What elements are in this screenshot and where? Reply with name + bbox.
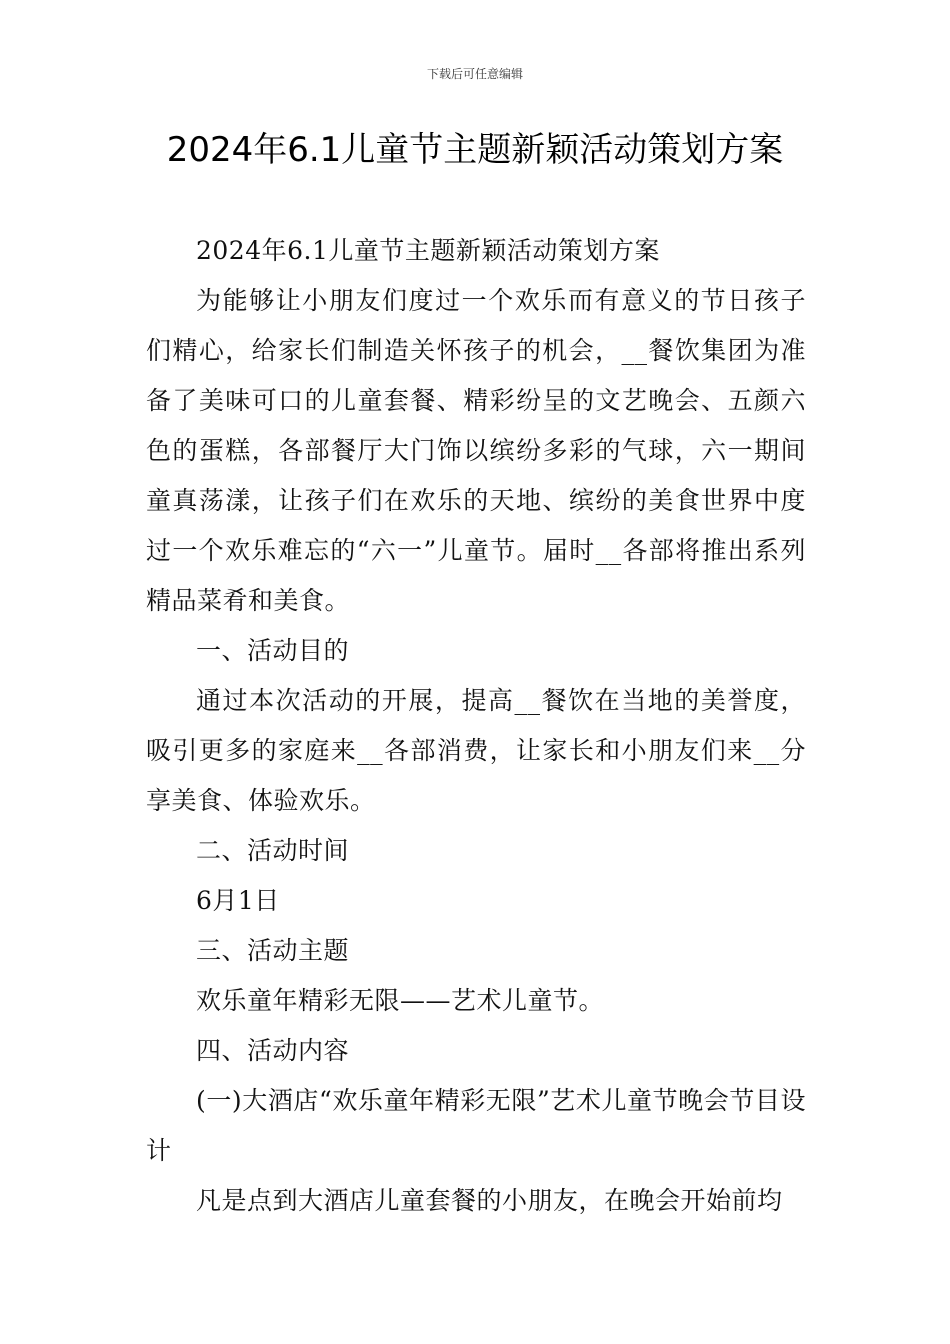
section-heading-purpose: 一、活动目的 — [196, 636, 350, 665]
page-header-note: 下载后可任意编辑 — [426, 67, 523, 81]
time-paragraph: 6月1日 — [196, 886, 280, 915]
section-heading-content: 四、活动内容 — [196, 1036, 350, 1065]
repeated-title-paragraph: 2024年6.1儿童节主题新颖活动策划方案 — [196, 236, 660, 265]
intro-paragraph: 为能够让小朋友们度过一个欢乐而有意义的节日孩子们精心，给家长们制造关怀孩子的机会，__餐饮集团为准备了美味可口的儿童套餐、精彩纷呈的文艺晚会、五颜六色的蛋糕，各部餐厅大门饰以缤纷多彩的气球，六一期间童真荡漾，让孩子们在欢乐的天地、缤纷的美食世界中度过一个欢乐难忘的“六一”儿童节。届时__各部将推出系列精品菜肴和美食。 — [146, 286, 806, 615]
subsection-heading-gala: (一)大酒店“欢乐童年精彩无限”艺术儿童节晚会节目设计 — [146, 1086, 806, 1165]
purpose-paragraph: 通过本次活动的开展，提高__餐饮在当地的美誉度，吸引更多的家庭来__各部消费，让家长和小朋友们来__分享美食、体验欢乐。 — [146, 686, 806, 815]
document-title: 2024年6.1儿童节主题新颖活动策划方案 — [166, 130, 784, 170]
section-heading-time: 二、活动时间 — [196, 836, 350, 865]
document-body — [146, 226, 806, 1226]
section-heading-theme: 三、活动主题 — [196, 936, 350, 965]
theme-paragraph: 欢乐童年精彩无限——艺术儿童节。 — [196, 986, 605, 1015]
gala-paragraph: 凡是点到大酒店儿童套餐的小朋友，在晚会开始前均 — [196, 1186, 783, 1215]
